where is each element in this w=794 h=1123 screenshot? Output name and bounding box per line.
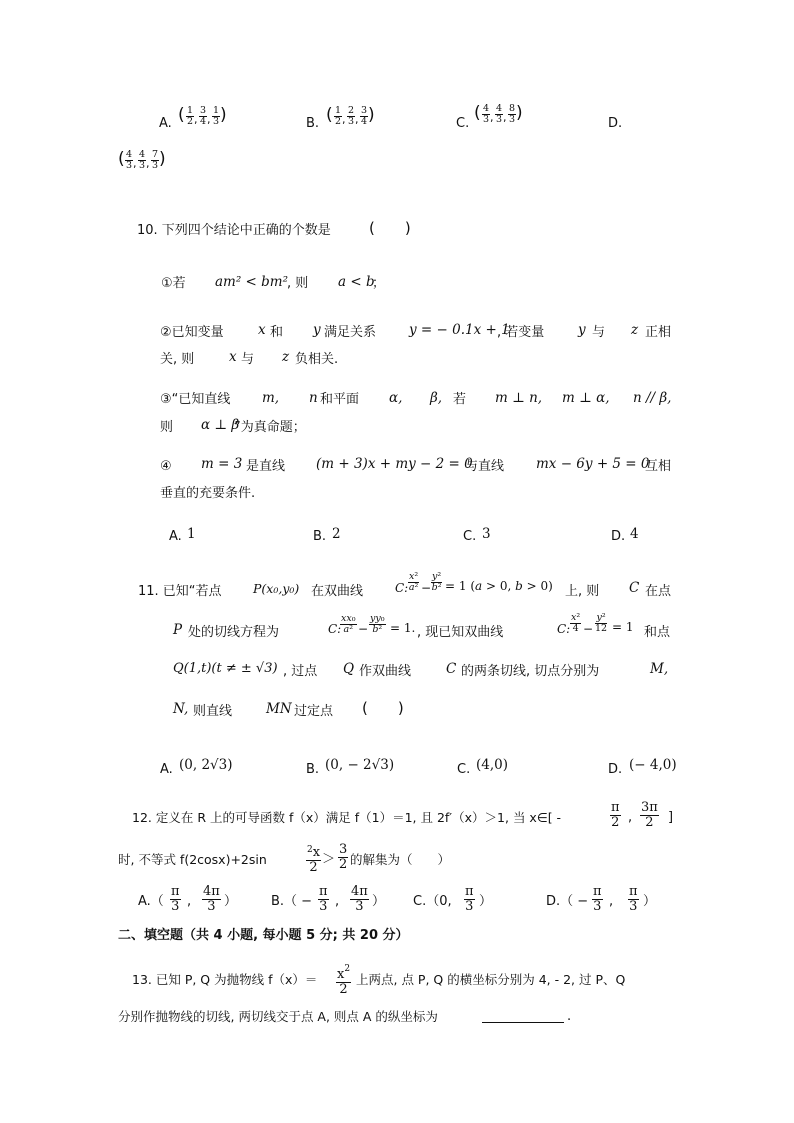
q12-line2c: 的解集为（ ） — [350, 852, 451, 867]
q10-s2-y2: y — [578, 322, 586, 338]
q11-l4a: 则直线 — [193, 704, 233, 719]
q10-s2-with2: 与 — [241, 352, 255, 367]
q11-l3c: 的两条切线, 切点分别为 — [461, 664, 600, 679]
q10-s2-with: 与 — [592, 325, 606, 340]
q9-option-d-letter: D. — [608, 116, 623, 131]
q12-frac-3-2: $\frac{3}{2}$ — [339, 842, 348, 872]
q11-l1c: 上, 则 — [565, 584, 600, 599]
q12-c-frac: $\frac{\pi}{3}$ — [465, 884, 474, 914]
q11-mn: MN — [266, 701, 292, 717]
q10-s2-line2a: 关, 则 — [160, 352, 195, 367]
q10-stem: 10. 下列四个结论中正确的个数是 — [137, 223, 331, 238]
q12-b-frac2: $\frac{4\pi}{3}$ — [351, 884, 368, 914]
q11-option-c-letter: C. — [457, 762, 471, 777]
q10-s1-expr2: a < b — [338, 274, 375, 290]
q11-c2: C — [446, 661, 457, 677]
q12-option-a-end: ） — [224, 894, 238, 909]
q10-s4-label: ④ — [160, 459, 172, 474]
q12-b-frac1: $\frac{\pi}{3}$ — [319, 884, 328, 914]
q11-m: M, — [650, 661, 669, 677]
q10-s2-z: z — [631, 322, 639, 338]
q12-option-d-end: ） — [643, 894, 657, 909]
q11-n: N, — [173, 701, 189, 717]
q10-s4-perp: 互相 — [645, 459, 672, 474]
q10-s1-mid: , 则 — [287, 276, 309, 291]
q10-s2-satisfy: 满足关系 — [324, 325, 377, 340]
q13-frac-x2-2: $\frac{x^2}{2}$ — [337, 964, 351, 997]
q11-q2: Q — [343, 661, 355, 677]
q12-frac-neg-pi-2: $\frac{\pi}{2}$ — [611, 800, 620, 830]
q10-s3-n: n — [309, 390, 318, 406]
q10-s2-and: 和 — [270, 325, 284, 340]
q10-s2-z2: z — [282, 349, 290, 365]
q11-point-p: P(x₀,y₀) — [253, 581, 300, 596]
q11-answer-paren: ( ) — [362, 699, 404, 717]
q12-line2a: 时, 不等式 f(2cosx)+2sin — [118, 852, 267, 867]
q13-end: . — [567, 1009, 572, 1024]
q11-option-b-letter: B. — [306, 762, 320, 777]
q10-s2-x: x — [258, 322, 266, 338]
q10-s3-if: 若 — [453, 392, 467, 407]
q13-line1a: 13. 已知 P, Q 为抛物线 f（x）＝ — [132, 972, 318, 987]
q10-s2-pos: 正相 — [645, 325, 672, 340]
q11-l1a: 11. 已知“若点 — [138, 584, 222, 599]
q10-s3-alpha: α, — [389, 390, 403, 406]
q12-option-b: B.（ − — [271, 894, 313, 909]
q10-option-b-letter: B. — [313, 529, 327, 544]
q9-option-a-letter: A. — [159, 116, 172, 131]
q10-s3-c2: m ⊥ α, — [562, 390, 610, 406]
q11-option-b-value: (0, − 2√3) — [325, 757, 395, 773]
q11-option-c-value: (4,0) — [476, 757, 509, 773]
q12-d-comma: , — [609, 894, 614, 909]
q11-l1b: 在双曲线 — [311, 584, 364, 599]
q12-option-d: D.（ − — [546, 894, 589, 909]
q10-s3-then: 则 — [160, 420, 174, 435]
q12-option-c: C.（0, — [413, 894, 452, 909]
q10-s4-with: 与直线 — [465, 459, 505, 474]
q12-bracket-close: ] — [668, 810, 674, 825]
q11-option-a-letter: A. — [160, 762, 173, 777]
q12-comma: , — [628, 810, 633, 825]
q10-s3-plane: 和平面 — [320, 392, 360, 407]
q10-s3-c4: α ⊥ β — [201, 417, 240, 433]
q10-s3-a: ③“已知直线 — [160, 392, 231, 407]
q12-a-comma: , — [187, 894, 192, 909]
q10-option-c-value: 3 — [482, 526, 491, 542]
q12-a-frac1: $\frac{\pi}{3}$ — [171, 884, 180, 914]
q10-s3-c1: m ⊥ n, — [495, 390, 543, 406]
q10-s2-eq: y = − 0.1x + 1 — [409, 322, 510, 338]
q10-s3-beta: β, — [430, 390, 443, 406]
q12-d-frac2: $\frac{\pi}{3}$ — [629, 884, 638, 914]
q10-option-a-letter: A. — [169, 529, 182, 544]
q12-option-b-end: ） — [372, 894, 386, 909]
q10-s3-c3: n // β, — [633, 390, 672, 406]
q12-d-frac1: $\frac{\pi}{3}$ — [593, 884, 602, 914]
q11-c: C — [629, 580, 640, 596]
q11-l4b: 过定点 — [294, 704, 334, 719]
q9-option-b-letter: B. — [306, 116, 320, 131]
q10-s4-eq3: mx − 6y + 5 = 0 — [536, 456, 650, 472]
q12-frac-3pi-2: $\frac{3\pi}{2}$ — [641, 800, 658, 830]
q11-l2a: 处的切线方程为 — [188, 625, 280, 640]
q10-s2-if: , 若变量 — [497, 325, 545, 340]
q12-line1: 12. 定义在 R 上的可导函数 f（x）满足 f（1）＝1, 且 2f′（x）＞1, 当 x∈[ - — [132, 810, 562, 825]
q10-option-d-value: 4 — [630, 526, 639, 542]
q13-answer-blank[interactable] — [482, 1022, 564, 1023]
q12-gt: ＞ — [322, 852, 336, 867]
q12-option-c-end: ） — [479, 894, 493, 909]
q10-s2-x2: x — [229, 349, 237, 365]
q10-s4-line2: 垂直的充要条件. — [160, 486, 256, 501]
q11-l3a: , 过点 — [283, 664, 318, 679]
q10-s2-a: ②已知变量 — [160, 325, 224, 340]
q11-option-d-letter: D. — [608, 762, 623, 777]
q10-answer-paren: ( ) — [369, 219, 411, 237]
q10-s1-expr1: am² < bm² — [215, 274, 289, 290]
q11-p2: P — [173, 622, 183, 638]
q10-option-d-letter: D. — [611, 529, 626, 544]
q12-b-comma: , — [335, 894, 340, 909]
q10-s4-eq2: (m + 3)x + my − 2 = 0 — [316, 456, 473, 472]
q10-s4-eq1: m = 3 — [201, 456, 243, 472]
q12-option-a: A.（ — [138, 894, 164, 909]
q10-s2-neg: 负相关. — [295, 352, 339, 367]
q10-option-a-value: 1 — [187, 526, 196, 542]
q10-s1-label: ①若 — [161, 276, 186, 291]
q10-s3-m: m, — [262, 390, 280, 406]
q10-option-c-letter: C. — [463, 529, 477, 544]
q10-s1-end: ； — [372, 276, 386, 291]
q13-line2: 分别作抛物线的切线, 两切线交于点 A, 则点 A 的纵坐标为 — [118, 1009, 438, 1024]
q11-option-a-value: (0, 2√3) — [179, 757, 233, 773]
q10-s4-is: 是直线 — [246, 459, 286, 474]
section-2-heading: 二、填空题（共 4 小题, 每小题 5 分; 共 20 分） — [118, 928, 409, 943]
q10-s3-tail: ”为真命题； — [234, 420, 306, 435]
q10-s2-y: y — [313, 322, 321, 338]
q12-frac-x-2: $\frac{^2x}{2}$ — [307, 845, 321, 875]
q11-l1d: 在点 — [645, 584, 672, 599]
q11-point-q: Q(1,t)(t ≠ ± √3) — [173, 661, 278, 676]
q10-option-b-value: 2 — [332, 526, 341, 542]
q11-l2b: , 现已知双曲线 — [417, 625, 504, 640]
q9-option-c-letter: C. — [456, 116, 470, 131]
q11-option-d-value: (− 4,0) — [629, 757, 677, 773]
q12-a-frac2: $\frac{4\pi}{3}$ — [203, 884, 220, 914]
q13-line1b: 上两点, 点 P, Q 的横坐标分别为 4, - 2, 过 P、Q — [356, 972, 626, 987]
q11-l2c: 和点 — [644, 625, 671, 640]
q11-l3b: 作双曲线 — [359, 664, 412, 679]
